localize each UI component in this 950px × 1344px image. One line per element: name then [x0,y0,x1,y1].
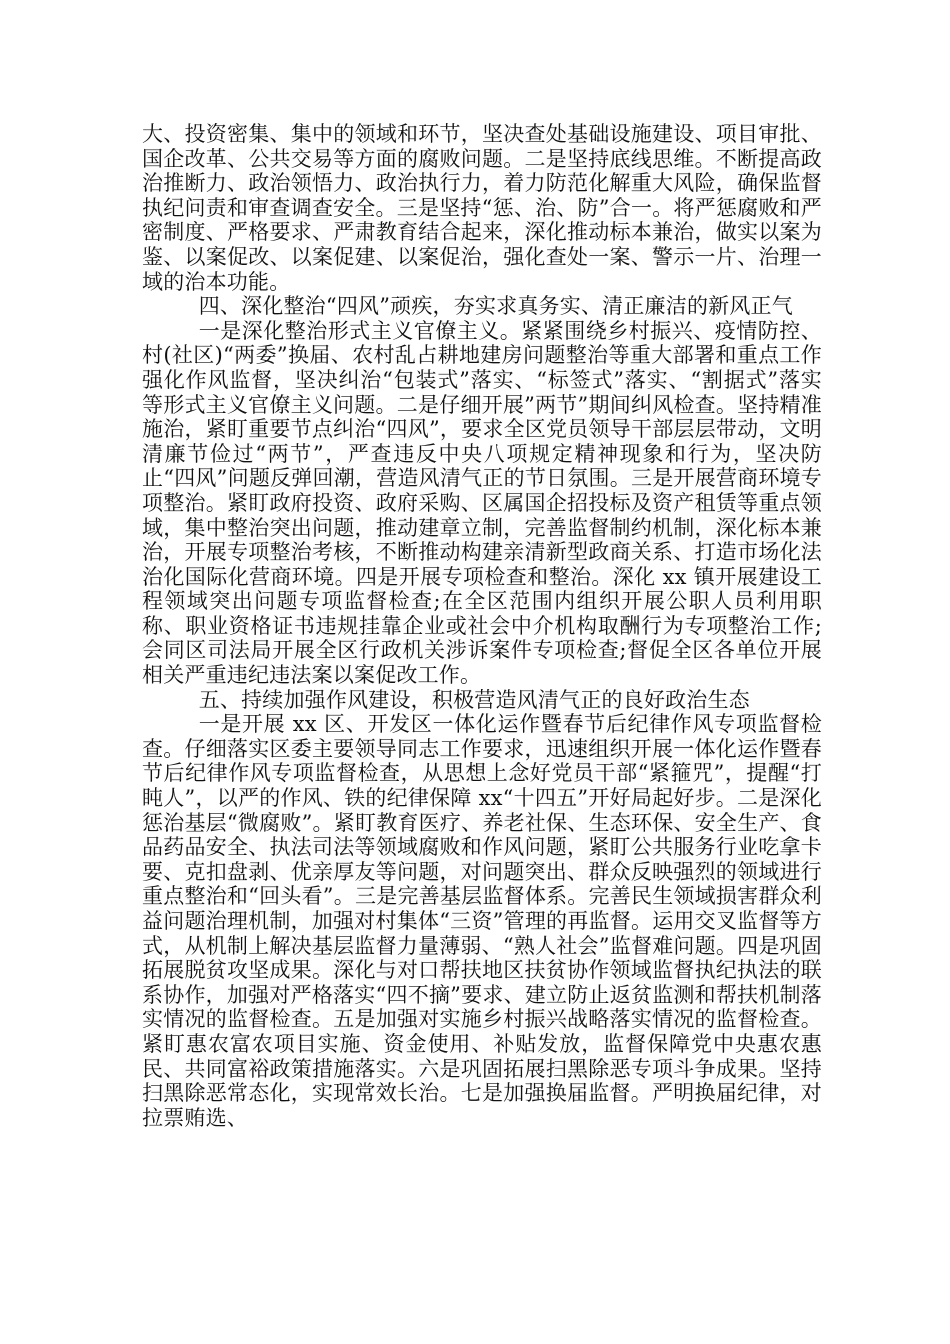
document-body [142,122,822,1130]
section-heading-4: 四、深化整治“四风”顽疾，夯实求真务实、清正廉洁的新风正气 [198,294,793,319]
paragraph-section-4: 一是深化整治形式主义官僚主义。紧紧围绕乡村振兴、疫情防控、村(社区)“两委”换届、农村乱占耕地建房问题整治等重大部署和重点工作强化作风监督，坚决纠治“包装式”落实、“标签式”落实、“割据式”落实等形式主义官僚主义问题。二是仔细开展”两节”期间纠风检查。坚持精准施治，紧盯重要节点纠治“四风”，要求全区党员领导干部层层带动，文明清廉节俭过“两节”，严查违反中央八项规定精神现象和行为，坚决防止“四风”问题反弹回潮，营造风清气正的节日氛围。三是开展营商环境专项整治。紧盯政府投资、政府采购、区属国企招投标及资产租赁等重点领域，集中整治突出问题，推动建章立制，完善监督制约机制，深化标本兼治，开展专项整治考核，不断推动构建亲清新型政商关系、打造市场化法治化国际化营商环境。四是开展专项检查和整治。深化 xx 镇开展建设工程领域突出问题专项监督检查;在全区范围内组织开展公职人员利用职称、职业资格证书违规挂靠企业或社会中介机构取酬行为专项整治工作;会同区司法局开展全区行政机关涉诉案件专项检查;督促全区各单位开展相关严重违纪违法案以案促改工作。 [142,318,822,688]
paragraph-continuation: 大、投资密集、集中的领域和环节，坚决查处基础设施建设、项目审批、国企改革、公共交易等方面的腐败问题。二是坚持底线思维。不断提高政治推断力、政治领悟力、政治执行力，着力防范化解重大风险，确保监督执纪问责和审查调查安全。三是坚持“惩、治、防”合一。将严惩腐败和严密制度、严格要求、严肃教育结合起来，深化推动标本兼治，做实以案为鉴、以案促改、以案促建、以案促治，强化查处一案、警示一片、治理一域的治本功能。 [142,122,822,294]
section-heading-5: 五、持续加强作风建设，积极营造风清气正的良好政治生态 [198,687,750,712]
paragraph-section-5: 一是开展 xx 区、开发区一体化运作暨春节后纪律作风专项监督检查。仔细落实区委主要领导同志工作要求，迅速组织开展一体化运作暨春节后纪律作风专项监督检查，从思想上念好党员干部“紧箍咒”，提醒“打盹人”，以严的作风、铁的纪律保障 xx“十四五”开好局起好步。二是深化惩治基层“微腐败”。紧盯教育医疗、养老社保、生态环保、安全生产、食品药品安全、执法司法等领域腐败和作风问题，紧盯公共服务行业吃拿卡要、克扣盘剥、优亲厚友等问题，对问题突出、群众反映强烈的领域进行重点整治和“回头看”。三是完善基层监督体系。完善民生领域损害群众利益问题治理机制，加强对村集体“三资”管理的再监督。运用交叉监督等方式，从机制上解决基层监督力量薄弱、“熟人社会”监督难问题。四是巩固拓展脱贫攻坚成果。深化与对口帮扶地区扶贫协作领域监督执纪执法的联系协作，加强对严格落实“四不摘”要求、建立防止返贫监测和帮扶机制落实情况的监督检查。五是加强对实施乡村振兴战略落实情况的监督检查。紧盯惠农富农项目实施、资金使用、补贴发放，监督保障党中央惠农惠民、共同富裕政策措施落实。六是巩固拓展扫黑除恶专项斗争成果。坚持扫黑除恶常态化，实现常效长治。七是加强换届监督。严明换届纪律，对拉票贿选、 [142,712,822,1130]
